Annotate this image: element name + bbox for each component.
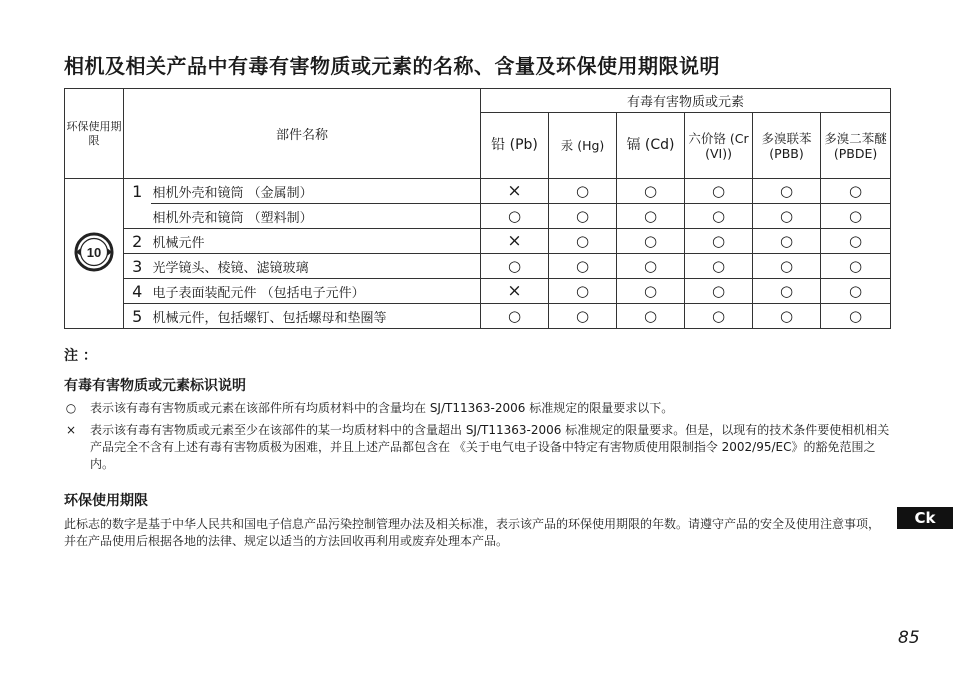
within-limit-mark: ○ (549, 229, 617, 254)
legend-item (64, 400, 890, 417)
within-limit-mark: ○ (685, 204, 753, 229)
table-row (65, 204, 891, 229)
within-limit-mark: ○ (821, 204, 891, 229)
substance-header: 铅 (Pb) (481, 113, 549, 179)
within-limit-mark: ○ (549, 254, 617, 279)
within-limit-mark: ○ (617, 229, 685, 254)
legend-text: 表示该有毒有害物质或元素在该部件所有均质材料中的含量均在 SJ/T11363-2006 标准规定的限量要求以下。 (90, 401, 674, 415)
within-limit-mark: ○ (753, 204, 821, 229)
within-limit-mark: ○ (685, 254, 753, 279)
period-title: 环保使用期限 (64, 493, 148, 509)
part-group-number (124, 254, 151, 279)
exceeds-limit-mark: × (481, 279, 549, 304)
header-period: 环保使用期限 (65, 89, 124, 179)
header-parts: 部件名称 (124, 89, 481, 179)
cross-icon: × (65, 423, 77, 437)
part-name: 机械元件，包括螺钉、包括螺母和垫圈等 (151, 304, 481, 329)
table-row (65, 254, 891, 279)
notes-label: 注 ： (64, 348, 97, 364)
part-group-number (124, 304, 151, 329)
exceeds-limit-mark: × (481, 179, 549, 204)
header-substances: 有毒有害物质或元素 (481, 89, 891, 113)
within-limit-mark: ○ (685, 179, 753, 204)
group-number-text: 1 (132, 182, 143, 201)
within-limit-mark: ○ (617, 179, 685, 204)
within-limit-mark: ○ (549, 279, 617, 304)
within-limit-mark: ○ (753, 179, 821, 204)
within-limit-mark: ○ (549, 304, 617, 329)
exceeds-limit-mark: × (481, 229, 549, 254)
legend-title: 有毒有害物质或元素标识说明 (64, 378, 246, 394)
within-limit-mark: ○ (549, 204, 617, 229)
part-name: 机械元件 (151, 229, 481, 254)
page-title: 相机及相关产品中有毒有害物质或元素的名称、含量及环保使用期限说明 (64, 54, 720, 78)
group-number-text: 4 (132, 282, 143, 301)
within-limit-mark: ○ (821, 179, 891, 204)
within-limit-mark: ○ (481, 254, 549, 279)
within-limit-mark: ○ (481, 304, 549, 329)
substance-header: 六价铬 (Cr (VI)) (685, 113, 753, 179)
within-limit-mark: ○ (821, 304, 891, 329)
substance-header: 汞 (Hg) (549, 113, 617, 179)
part-group-number (124, 229, 151, 254)
group-number-text: 5 (132, 307, 143, 326)
substance-header: 多溴联苯 (PBB) (753, 113, 821, 179)
page-number: 85 (898, 628, 920, 648)
within-limit-mark: ○ (685, 229, 753, 254)
within-limit-mark: ○ (549, 179, 617, 204)
within-limit-mark: ○ (821, 254, 891, 279)
legend-item (64, 422, 890, 473)
period-text: 此标志的数字是基于中华人民共和国电子信息产品污染控制管理办法及相关标准，表示该产品的环保使用期限的年数。请遵守产品的安全及使用注意事项，并在产品使用后根据各地的法律、规定以适当的方法回收再利用或废弃处理本产品。 (64, 517, 881, 548)
table-row (65, 279, 891, 304)
part-name: 电子表面装配元件 （包括电子元件） (151, 279, 481, 304)
language-tab: Ck (897, 507, 953, 529)
group-number-text: 3 (132, 257, 143, 276)
within-limit-mark: ○ (617, 304, 685, 329)
part-group-number (124, 179, 151, 229)
part-name: 光学镜头、棱镜、滤镜玻璃 (151, 254, 481, 279)
within-limit-mark: ○ (753, 254, 821, 279)
within-limit-mark: ○ (821, 229, 891, 254)
table-row (65, 179, 891, 204)
eco-period-logo-cell (65, 179, 124, 329)
within-limit-mark: ○ (617, 279, 685, 304)
within-limit-mark: ○ (617, 204, 685, 229)
within-limit-mark: ○ (753, 229, 821, 254)
table-row (65, 229, 891, 254)
within-limit-mark: ○ (481, 204, 549, 229)
table-row (65, 304, 891, 329)
within-limit-mark: ○ (753, 279, 821, 304)
within-limit-mark: ○ (753, 304, 821, 329)
within-limit-mark: ○ (685, 279, 753, 304)
within-limit-mark: ○ (617, 254, 685, 279)
eco-period-number: 10 (86, 244, 102, 260)
substance-header: 多溴二苯醚 (PBDE) (821, 113, 891, 179)
legend-text: 表示该有毒有害物质或元素至少在该部件的某一均质材料中的含量超出 SJ/T11363-2006 标准规定的限量要求。但是，以现有的技术条件要使相机相关产品完全不含有上述有毒有害物质极为困难，并且上述产品都包含在 《关于电气电子设备中特定有害物质使用限制指令 2002/95/EC》的豁免范围之内。 (90, 423, 890, 471)
substance-header: 镉 (Cd) (617, 113, 685, 179)
hazardous-substances-table (64, 88, 891, 329)
eco-period-10-icon (72, 230, 116, 274)
part-name: 相机外壳和镜筒 （金属制） (151, 179, 481, 204)
part-group-number (124, 279, 151, 304)
group-number-text: 2 (132, 232, 143, 251)
within-limit-mark: ○ (685, 304, 753, 329)
part-name: 相机外壳和镜筒 （塑料制） (151, 204, 481, 229)
within-limit-mark: ○ (821, 279, 891, 304)
circle-icon: ○ (65, 401, 77, 415)
